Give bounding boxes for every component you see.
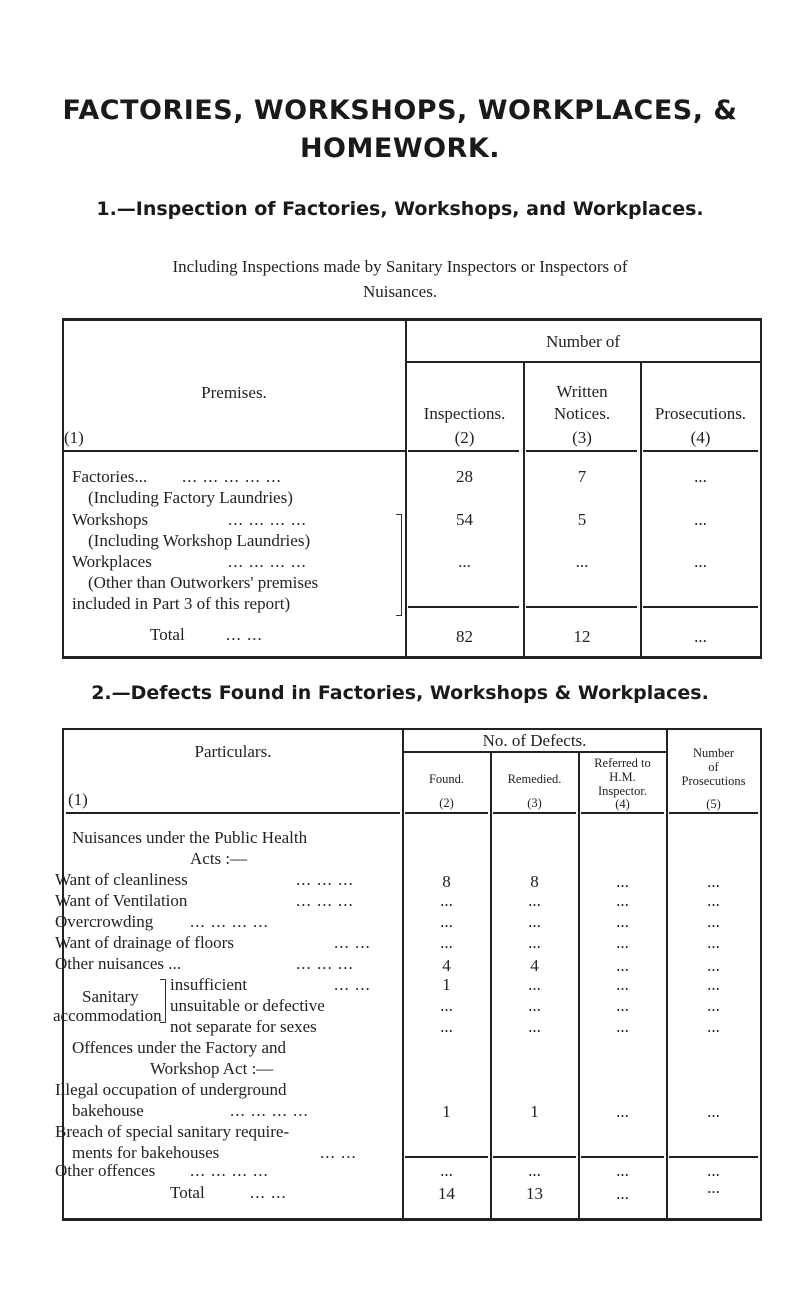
leader-dots: ... ... xyxy=(320,1143,357,1162)
row-sublabel: (Including Workshop Laundries) xyxy=(88,531,311,550)
table-bottom-border xyxy=(62,656,762,659)
col-header-num: (5) xyxy=(706,797,721,811)
row-label: Want of Ventilation xyxy=(55,891,188,910)
group-heading-nuisances-cont: Acts :— xyxy=(190,849,248,868)
header-underline xyxy=(493,812,576,814)
cell-remedied: ... xyxy=(528,975,541,994)
row-label: Factories... xyxy=(72,467,148,486)
section-1-subtitle xyxy=(60,254,740,304)
col-header-num: (1) xyxy=(68,790,88,809)
col-header-inspections: Inspections. xyxy=(423,404,506,423)
cell-prosecutions: ... xyxy=(707,1178,720,1197)
cell-found: ... xyxy=(440,912,453,931)
leader-dots: ... ... xyxy=(334,933,371,952)
brace xyxy=(396,514,402,616)
group-header-no-of-defects: No. of Defects. xyxy=(482,731,587,750)
cell-remedied: ... xyxy=(528,1017,541,1036)
cell-prosecutions: ... xyxy=(707,996,720,1015)
table-left-border xyxy=(62,318,64,658)
group-label: accommodation xyxy=(53,1006,162,1025)
cell-found: 1 xyxy=(442,1102,451,1121)
section-2-heading: 2.—Defects Found in Factories, Workshops & Workplaces. xyxy=(91,682,709,704)
row-label: not separate for sexes xyxy=(170,1017,317,1036)
row-sublabel: included in Part 3 of this report) xyxy=(72,594,291,613)
table-top-border xyxy=(62,728,762,730)
brace xyxy=(160,979,166,1023)
total-rule xyxy=(526,606,637,608)
row-sublabel: (Other than Outworkers' premises xyxy=(88,573,319,592)
header-underline xyxy=(408,450,519,452)
total-label: Total xyxy=(170,1183,205,1202)
table-top-border xyxy=(62,318,762,321)
cell-found: ... xyxy=(440,1143,453,1162)
row-label: Other offences xyxy=(55,1161,156,1180)
row-label: Want of drainage of floors xyxy=(55,933,234,952)
col-header-notices: Notices. xyxy=(553,404,611,423)
cell-prosecutions: ... xyxy=(707,933,720,952)
table-right-border xyxy=(760,318,762,658)
row-label: insufficient xyxy=(170,975,248,994)
cell-inspections: 54 xyxy=(456,510,473,529)
row-label: unsuitable or defective xyxy=(170,996,325,1015)
cell-remedied: ... xyxy=(528,996,541,1015)
group-heading-offences: Offences under the Factory and xyxy=(72,1038,286,1057)
cell-prosecutions: ... xyxy=(707,1102,720,1121)
section-1-subtitle-line-2: Nuisances. xyxy=(362,282,438,301)
cell-remedied: ... xyxy=(528,1143,541,1162)
cell-inspections: 82 xyxy=(456,627,473,646)
cell-prosecutions: ... xyxy=(707,956,720,975)
header-underline xyxy=(643,450,758,452)
col-header-prosecutions: Prosecutions. xyxy=(654,404,747,423)
group-label: Sanitary xyxy=(82,987,139,1006)
cell-referred: ... xyxy=(616,1184,629,1203)
total-rule xyxy=(643,606,758,608)
row-label: Workplaces xyxy=(72,552,152,571)
col-header-referred-to: Referred to xyxy=(594,756,651,770)
header-underline xyxy=(669,812,758,814)
cell-prosecutions: ... xyxy=(707,1143,720,1162)
header-underline xyxy=(581,812,664,814)
cell-prosecutions: ... xyxy=(694,510,707,529)
cell-referred: ... xyxy=(616,956,629,975)
row-label: Illegal occupation of underground xyxy=(55,1080,287,1099)
leader-dots: ... ... xyxy=(250,1183,287,1202)
cell-referred: ... xyxy=(616,1143,629,1162)
cell-found: ... xyxy=(440,1017,453,1036)
leader-dots: ... ... ... xyxy=(296,891,354,910)
col-header-found: Found. xyxy=(428,772,465,786)
cell-remedied: ... xyxy=(528,891,541,910)
section-1-heading: 1.—Inspection of Factories, Workshops, and Workplaces. xyxy=(96,198,704,220)
row-label-cont: bakehouse xyxy=(72,1101,144,1120)
cell-referred: ... xyxy=(616,1017,629,1036)
row-label: Breach of special sanitary require- xyxy=(55,1122,290,1141)
col-header-particulars: Particulars. xyxy=(194,742,272,761)
header-underline xyxy=(405,812,488,814)
cell-remedied: ... xyxy=(528,933,541,952)
cell-referred: ... xyxy=(616,912,629,931)
group-heading-offences-cont: Workshop Act :— xyxy=(150,1059,274,1078)
cell-remedied: ... xyxy=(528,912,541,931)
cell-remedied: 8 xyxy=(530,872,539,891)
table-bottom-border xyxy=(62,1218,762,1221)
cell-prosecutions: ... xyxy=(707,975,720,994)
header-divider xyxy=(403,751,666,753)
cell-notices: 5 xyxy=(577,510,587,529)
col-header-num: (2) xyxy=(439,796,454,810)
row-sublabel: (Including Factory Laundries) xyxy=(88,488,293,507)
cell-found: 1 xyxy=(442,975,451,994)
cell-referred: ... xyxy=(616,1161,629,1180)
cell-referred: ... xyxy=(616,891,629,910)
section-1-subtitle-line-1: Including Inspections made by Sanitary Inspectors or Inspectors of xyxy=(172,257,628,276)
col-header-inspector: Inspector. xyxy=(598,784,647,798)
page-title-line-1: FACTORIES, WORKSHOPS, WORKPLACES, & xyxy=(62,95,738,126)
group-header-number-of: Number of xyxy=(545,332,621,351)
row-label: Workshops xyxy=(72,510,149,529)
header-underline xyxy=(526,450,637,452)
cell-prosecutions: ... xyxy=(707,872,720,891)
cell-inspections: ... xyxy=(458,552,471,571)
cell-prosecutions: ... xyxy=(707,1161,720,1180)
total-label: Total xyxy=(150,625,185,644)
leader-dots: ... ... ... ... xyxy=(190,1161,269,1180)
col-header-number: Number xyxy=(693,746,734,760)
cell-referred: ... xyxy=(616,1102,629,1121)
cell-found: ... xyxy=(440,1161,453,1180)
cell-prosecutions: ... xyxy=(707,891,720,910)
col-header-prosecutions: Prosecutions xyxy=(681,774,746,788)
col-header-num: (3) xyxy=(572,428,592,447)
cell-found: ... xyxy=(440,933,453,952)
cell-referred: ... xyxy=(616,933,629,952)
col-header-remedied: Remedied. xyxy=(507,772,562,786)
cell-notices: 7 xyxy=(577,467,587,486)
header-underline xyxy=(64,450,406,452)
cell-remedied: 4 xyxy=(530,956,539,975)
table-left-border xyxy=(62,728,64,1221)
cell-prosecutions: ... xyxy=(707,1017,720,1036)
leader-dots: ... ... xyxy=(226,625,263,644)
leader-dots: ... ... xyxy=(334,975,371,994)
row-label-cont: ments for bakehouses xyxy=(72,1143,220,1162)
cell-found: 8 xyxy=(442,872,451,891)
header-divider xyxy=(406,361,762,363)
leader-dots: ... ... ... xyxy=(296,870,354,889)
col-header-written: Written xyxy=(556,382,608,401)
cell-notices: 12 xyxy=(573,627,591,646)
cell-referred: ... xyxy=(616,872,629,891)
cell-referred: ... xyxy=(616,996,629,1015)
col-header-num: (1) xyxy=(64,428,84,447)
row-label: Other nuisances ... xyxy=(55,954,182,973)
col-header-of: of xyxy=(708,760,719,774)
leader-dots: ... ... ... ... xyxy=(228,552,307,571)
column-divider xyxy=(405,318,407,658)
cell-found: ... xyxy=(440,891,453,910)
page-title-line-2: HOMEWORK. xyxy=(299,133,501,164)
leader-dots: ... ... ... ... xyxy=(230,1101,309,1120)
cell-prosecutions: ... xyxy=(694,552,707,571)
cell-prosecutions: ... xyxy=(694,467,707,486)
cell-remedied: 13 xyxy=(526,1184,543,1203)
group-heading-nuisances: Nuisances under the Public Health xyxy=(72,828,308,847)
col-header-num: (4) xyxy=(615,797,630,811)
leader-dots: ... ... ... ... xyxy=(190,912,269,931)
col-header-num: (3) xyxy=(527,796,542,810)
cell-found: 14 xyxy=(438,1184,455,1203)
leader-dots: ... ... ... ... ... xyxy=(182,467,282,486)
leader-dots: ... ... ... ... xyxy=(228,510,307,529)
row-label: Overcrowding xyxy=(55,912,154,931)
col-header-num: (4) xyxy=(690,428,711,447)
cell-remedied: 1 xyxy=(530,1102,539,1121)
header-underline xyxy=(66,812,400,814)
cell-notices: ... xyxy=(575,552,589,571)
total-rule xyxy=(408,606,519,608)
cell-prosecutions: ... xyxy=(694,627,707,646)
leader-dots: ... ... ... xyxy=(296,954,354,973)
cell-remedied: ... xyxy=(528,1161,541,1180)
cell-prosecutions: ... xyxy=(707,912,720,931)
col-header-premises: Premises. xyxy=(201,383,267,402)
col-header-hm: H.M. xyxy=(609,770,636,784)
row-label: Want of cleanliness xyxy=(55,870,188,889)
cell-found: 4 xyxy=(442,956,451,975)
cell-referred: ... xyxy=(616,975,629,994)
page-title xyxy=(0,92,800,168)
col-header-num: (2) xyxy=(454,428,475,447)
cell-found: ... xyxy=(440,996,453,1015)
cell-inspections: 28 xyxy=(456,467,473,486)
table-right-border xyxy=(760,728,762,1221)
